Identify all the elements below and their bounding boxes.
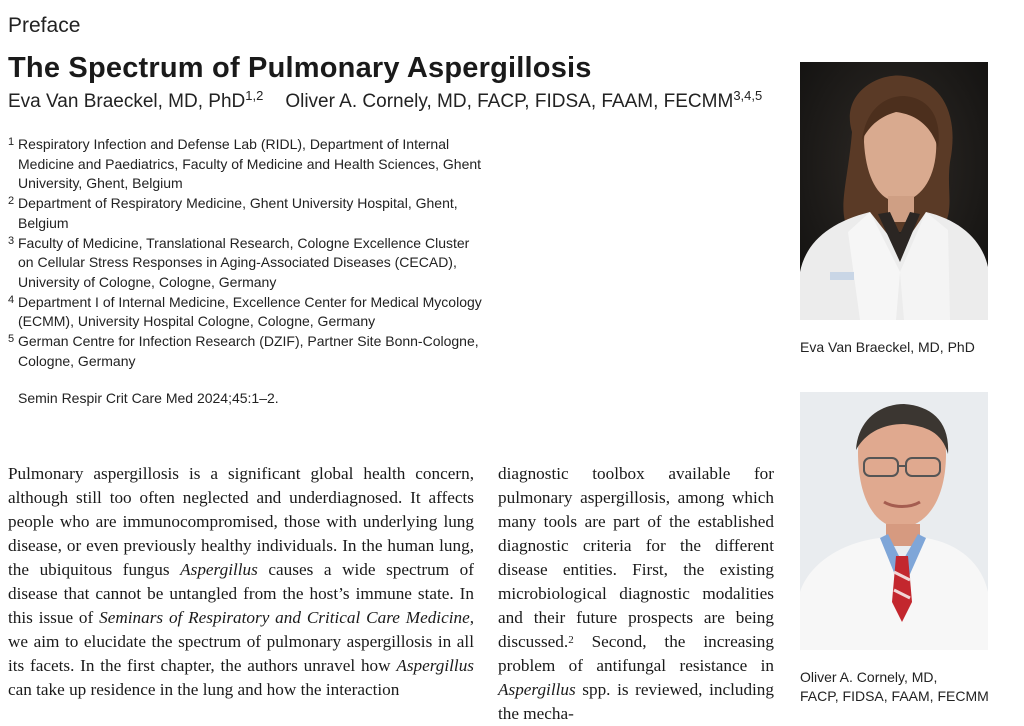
body-text: can take up residence in the lung and how the interaction (8, 680, 400, 699)
affiliation-item (8, 234, 488, 293)
body-text: diagnostic toolbox available for pulmonary aspergillosis, among which many tools are part of the established diagnostic criteria for the different disease entities. First, the existing microbiological diagnostic modalities and their future prospects are being discussed. (498, 464, 774, 651)
affiliation-number: 1 (8, 136, 15, 148)
body-text: , we aim to elucidate the spectrum of pulmonary aspergillosis in all its facets. In the first chapter, the authors unravel how (8, 608, 474, 675)
author-1-photo (800, 62, 988, 320)
affiliation-text: Department I of Internal Medicine, Excellence Center for Medical Mycology (ECMM), University Hospital Cologne, Cologne, Germany (18, 293, 482, 330)
body-text: Second, the increasing problem of antifungal resistance in (498, 632, 774, 675)
author-2-caption-line1: Oliver A. Cornely, MD, (800, 669, 938, 685)
body-column-2 (498, 462, 774, 726)
affiliation-item (8, 135, 488, 194)
section-label: Preface (8, 14, 81, 37)
affiliation-item (8, 332, 488, 371)
author-2-photo (800, 392, 988, 650)
author-2-caption-line2: FACP, FIDSA, FAAM, FECMM (800, 688, 989, 704)
body-text: spp. is reviewed, including the mecha- (498, 680, 774, 723)
affiliation-number: 5 (8, 333, 15, 346)
body-text: causes a wide spectrum of disease that cannot be untangled from the host’s immune state. In this issue of (8, 560, 474, 627)
affiliation-item (8, 194, 488, 233)
body-text: Pulmonary aspergillosis is a significant global health concern, although still too often neglected and underdiagnosed. It affects people who are immunocompromised, those with underlying lung disease, or even previously healthy individuals. In the human lung, the ubiquitous fungus (8, 464, 474, 579)
author-2-caption (800, 668, 989, 706)
body-italic: Aspergillus (498, 680, 576, 699)
portrait-man-illustration (800, 392, 988, 650)
body-column-1 (8, 462, 474, 702)
affiliation-text: Department of Respiratory Medicine, Ghent University Hospital, Ghent, Belgium (18, 195, 458, 231)
portrait-woman-illustration (800, 62, 988, 320)
author-line (8, 88, 763, 113)
affiliation-text: Respiratory Infection and Defense Lab (RIDL), Department of Internal Medicine and Paediatrics, Faculty of Medicine and Health Sciences, Ghent University, Ghent, Belgium (18, 136, 482, 192)
author-1-name: Eva Van Braeckel, MD, PhD (8, 91, 246, 112)
journal-citation: Semin Respir Crit Care Med 2024;45:1–2. (18, 390, 279, 406)
body-italic: Aspergillus (180, 560, 258, 579)
affiliation-text: German Centre for Infection Research (DZIF), Partner Site Bonn-Cologne, Cologne, Germany (18, 333, 479, 369)
reference-marker: 2 (568, 634, 574, 646)
article-title: The Spectrum of Pulmonary Aspergillosis (8, 52, 592, 84)
affiliation-number: 2 (8, 195, 15, 208)
affiliation-number: 3 (8, 234, 15, 247)
author-1-affil: 1,2 (245, 88, 264, 103)
affiliation-list (8, 135, 488, 371)
author-2-affil: 3,4,5 (733, 88, 763, 103)
author-1-caption: Eva Van Braeckel, MD, PhD (800, 339, 975, 355)
affiliation-item (8, 293, 488, 332)
author-2-name: Oliver A. Cornely, MD, FACP, FIDSA, FAAM, FECMM (285, 91, 734, 112)
body-italic: Aspergillus (396, 656, 474, 675)
affiliation-text: Faculty of Medicine, Translational Research, Cologne Excellence Cluster on Cellular Stress Responses in Aging-Associated Diseases (CECAD), University of Cologne, Cologne, Germany (18, 234, 470, 290)
body-italic: Seminars of Respiratory and Critical Care Medicine (99, 608, 470, 627)
affiliation-number: 4 (8, 293, 15, 306)
